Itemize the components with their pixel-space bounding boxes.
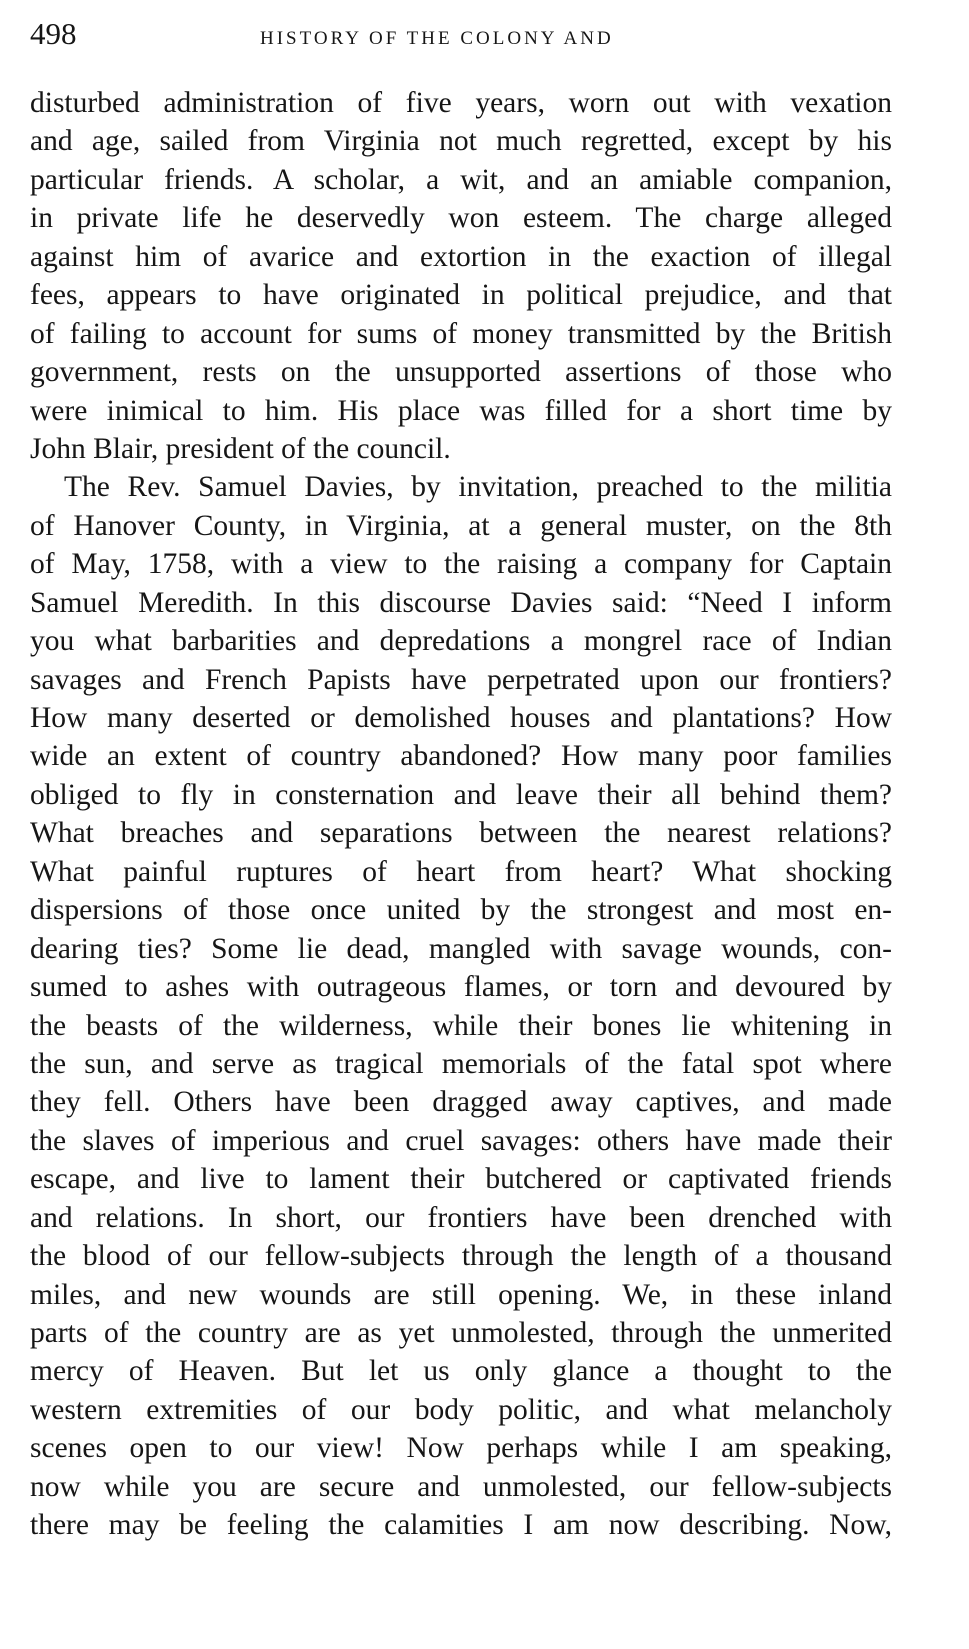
text-line: obliged to fly in consternation and leave their all behind them? xyxy=(30,778,892,811)
text-line: and relations. In short, our frontiers have been drenched with xyxy=(30,1201,892,1234)
text-line: savages and French Papists have perpetrated upon our frontiers? xyxy=(30,663,892,696)
running-head: HISTORY OF THE COLONY AND xyxy=(260,28,614,49)
paragraph xyxy=(30,84,892,468)
text-line: miles, and new wounds are still opening. We, in these inland xyxy=(30,1278,892,1311)
text-line: the beasts of the wilderness, while their bones lie whitening in xyxy=(30,1009,892,1042)
text-line: sumed to ashes with outrageous flames, or torn and devoured by xyxy=(30,971,892,1004)
text-line: How many deserted or demolished houses and plantations? How xyxy=(30,702,892,734)
page-header xyxy=(30,14,892,58)
body-text xyxy=(30,84,892,1545)
text-line: disturbed administration of five years, worn out with vexation xyxy=(30,87,892,119)
text-line: The Rev. Samuel Davies, by invitation, preached to the militia xyxy=(64,471,892,504)
text-line: of Hanover County, in Virginia, at a general muster, on the 8th xyxy=(30,509,892,542)
text-line: scenes open to our view! Now perhaps while I am speaking, xyxy=(30,1432,892,1465)
text-line: of failing to account for sums of money transmitted by the British xyxy=(30,317,892,350)
page-number: 498 xyxy=(30,16,77,51)
text-line: were inimical to him. His place was filled for a short time by xyxy=(30,394,892,427)
text-line: there may be feeling the calamities I am now describing. Now, xyxy=(30,1509,892,1542)
paragraph xyxy=(30,468,892,1544)
text-line: western extremities of our body politic, and what melancholy xyxy=(30,1393,892,1426)
text-line: fees, appears to have originated in political prejudice, and that xyxy=(30,279,892,312)
text-line: and age, sailed from Virginia not much regretted, except by his xyxy=(30,125,892,158)
text-line: What painful ruptures of heart from heart? What shocking xyxy=(30,855,892,888)
text-line: now while you are secure and unmolested, our fellow-subjects xyxy=(30,1470,892,1503)
text-line: government, rests on the unsupported assertions of those who xyxy=(30,356,892,389)
text-line: of May, 1758, with a view to the raising a company for Captain xyxy=(30,548,892,581)
text-line: Samuel Meredith. In this discourse Davies said: “Need I inform xyxy=(30,586,892,619)
text-line: particular friends. A scholar, a wit, and an amiable companion, xyxy=(30,163,892,196)
text-line: What breaches and separations between the nearest relations? xyxy=(30,817,892,850)
text-line: wide an extent of country abandoned? How many poor families xyxy=(30,740,892,773)
text-line: escape, and live to lament their butchered or captivated friends xyxy=(30,1163,892,1196)
text-line: mercy of Heaven. But let us only glance a thought to the xyxy=(30,1355,892,1388)
text-line: the blood of our fellow-subjects through the length of a thousand xyxy=(30,1240,892,1273)
text-line: you what barbarities and depredations a mongrel race of Indian xyxy=(30,625,892,658)
text-line: parts of the country are as yet unmolested, through the unmerited xyxy=(30,1317,892,1349)
text-line: they fell. Others have been dragged away captives, and made xyxy=(30,1086,892,1119)
text-line: in private life he deservedly won esteem. The charge alleged xyxy=(30,202,892,235)
text-line: the slaves of imperious and cruel savages: others have made their xyxy=(30,1124,892,1157)
text-line: dispersions of those once united by the strongest and most en- xyxy=(30,894,892,927)
text-line: John Blair, president of the council. xyxy=(30,432,451,465)
text-line: dearing ties? Some lie dead, mangled with savage wounds, con- xyxy=(30,932,892,965)
text-line: against him of avarice and extortion in the exaction of illegal xyxy=(30,240,892,273)
text-line: the sun, and serve as tragical memorials of the fatal spot where xyxy=(30,1047,892,1080)
